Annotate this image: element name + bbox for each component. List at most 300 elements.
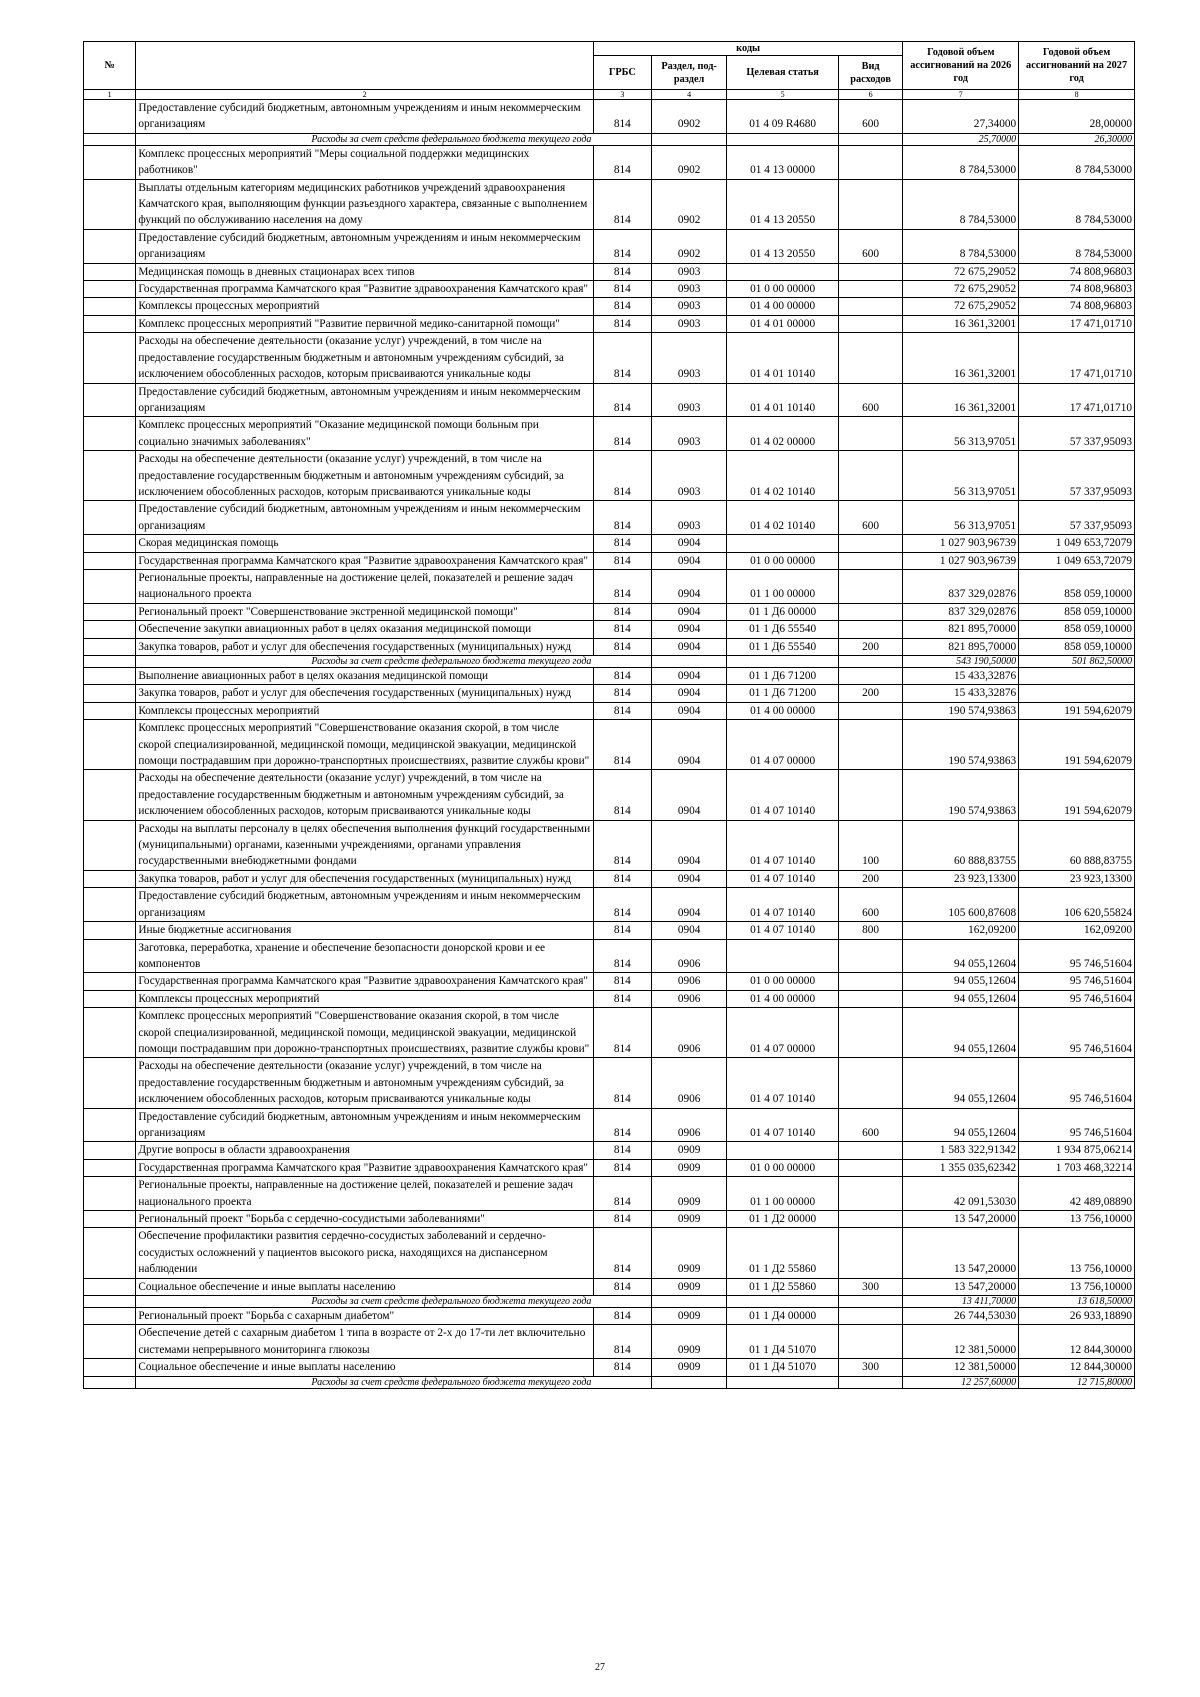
row-description: Расходы на обеспечение деятельности (оказание услуг) учреждений, в том числе на предоставление государственным бюджетным и автономным учреждениям субсидий, за исключением обособленных расходов, которым присваиваются уникальные коды — [136, 333, 594, 383]
row-number-cell — [84, 281, 136, 298]
row-description: Расходы на обеспечение деятельности (оказание услуг) учреждений, в том числе на предоставление государственным бюджетным и автономным учреждениям субсидий, за исключением обособленных расходов, которым присваиваются уникальные коды — [136, 451, 594, 501]
amount-2027-cell: 8 784,53000 — [1019, 229, 1135, 263]
table-row — [84, 179, 1135, 229]
section-cell — [651, 133, 727, 145]
row-number-cell — [84, 720, 136, 770]
amount-2027-cell: 42 489,08890 — [1019, 1177, 1135, 1211]
table-row — [84, 1159, 1135, 1176]
amount-2027-cell: 13 756,10000 — [1019, 1211, 1135, 1228]
amount-2027-cell: 501 862,50000 — [1019, 656, 1135, 668]
table-row — [84, 383, 1135, 417]
section-cell — [651, 1296, 727, 1308]
row-description: Закупка товаров, работ и услуг для обеспечения государственных (муниципальных) нужд — [136, 638, 594, 655]
target-cell: 01 1 Д6 00000 — [727, 603, 838, 620]
grbs-cell: 814 — [593, 229, 651, 263]
table-row — [84, 1108, 1135, 1142]
target-cell: 01 4 13 20550 — [727, 229, 838, 263]
row-number-cell — [84, 1211, 136, 1228]
table-row — [84, 535, 1135, 552]
row-number-cell — [84, 820, 136, 870]
table-row — [84, 263, 1135, 280]
section-cell: 0906 — [651, 1058, 727, 1108]
section-cell: 0904 — [651, 720, 727, 770]
table-row — [84, 1359, 1135, 1376]
kind-cell — [838, 133, 903, 145]
amount-2027-cell: 57 337,95093 — [1019, 451, 1135, 501]
amount-2026-cell: 837 329,02876 — [903, 603, 1019, 620]
row-description: Региональный проект "Борьба с сахарным диабетом" — [136, 1308, 594, 1325]
amount-2026-cell: 25,70000 — [903, 133, 1019, 145]
target-cell: 01 4 07 10140 — [727, 922, 838, 939]
section-cell: 0909 — [651, 1177, 727, 1211]
grbs-cell: 814 — [593, 100, 651, 134]
row-description: Закупка товаров, работ и услуг для обеспечения государственных (муниципальных) нужд — [136, 685, 594, 702]
kind-cell — [838, 973, 903, 990]
kind-cell: 600 — [838, 229, 903, 263]
amount-2026-cell: 26 744,53030 — [903, 1308, 1019, 1325]
section-cell: 0906 — [651, 939, 727, 973]
kind-cell — [838, 1008, 903, 1058]
amount-2026-cell: 27,34000 — [903, 100, 1019, 134]
kind-cell — [838, 1228, 903, 1278]
table-row — [84, 1308, 1135, 1325]
row-description: Расходы на обеспечение деятельности (оказание услуг) учреждений, в том числе на предоставление государственным бюджетным и автономным учреждениям субсидий, за исключением обособленных расходов, которым присваиваются уникальные коды — [136, 770, 594, 820]
row-number-cell — [84, 552, 136, 569]
amount-2027-cell: 13 756,10000 — [1019, 1278, 1135, 1295]
amount-2027-cell: 12 715,80000 — [1019, 1376, 1135, 1388]
row-description: Государственная программа Камчатского края "Развитие здравоохранения Камчатского края" — [136, 973, 594, 990]
table-row — [84, 501, 1135, 535]
table-row — [84, 603, 1135, 620]
amount-2026-cell: 12 381,50000 — [903, 1325, 1019, 1359]
row-number-cell — [84, 1359, 136, 1376]
grbs-cell: 814 — [593, 263, 651, 280]
section-cell: 0904 — [651, 870, 727, 887]
kind-cell — [838, 1296, 903, 1308]
kind-cell — [838, 668, 903, 685]
amount-2026-cell: 94 055,12604 — [903, 990, 1019, 1007]
kind-cell: 600 — [838, 888, 903, 922]
row-number-cell — [84, 133, 136, 145]
row-description: Расходы за счет средств федерального бюджета текущего года — [136, 1296, 594, 1308]
grbs-cell: 814 — [593, 1159, 651, 1176]
row-description: Комплекс процессных мероприятий "Развитие первичной медико-санитарной помощи" — [136, 315, 594, 332]
column-index-row — [84, 90, 1135, 100]
grbs-cell — [593, 656, 651, 668]
amount-2027-cell: 23 923,13300 — [1019, 870, 1135, 887]
row-description: Расходы за счет средств федерального бюджета текущего года — [136, 656, 594, 668]
row-number-cell — [84, 990, 136, 1007]
amount-2026-cell: 15 433,32876 — [903, 668, 1019, 685]
kind-cell: 300 — [838, 1359, 903, 1376]
kind-cell — [838, 1308, 903, 1325]
federal-funds-row — [84, 1296, 1135, 1308]
table-row — [84, 638, 1135, 655]
amount-2026-cell: 13 547,20000 — [903, 1278, 1019, 1295]
target-cell — [727, 939, 838, 973]
row-number-cell — [84, 1177, 136, 1211]
federal-funds-row — [84, 656, 1135, 668]
table-row — [84, 939, 1135, 973]
row-description: Комплекс процессных мероприятий "Меры социальной поддержки медицинских работников" — [136, 145, 594, 179]
row-number-cell — [84, 179, 136, 229]
row-number-cell — [84, 939, 136, 973]
header-2027: Годовой объем ассигнований на 2027 год — [1019, 42, 1135, 90]
column-index: 5 — [727, 90, 838, 100]
section-cell: 0906 — [651, 1008, 727, 1058]
section-cell: 0903 — [651, 451, 727, 501]
kind-cell: 600 — [838, 1108, 903, 1142]
amount-2027-cell: 13 756,10000 — [1019, 1228, 1135, 1278]
section-cell: 0909 — [651, 1278, 727, 1295]
row-number-cell — [84, 1228, 136, 1278]
section-cell: 0909 — [651, 1325, 727, 1359]
kind-cell — [838, 1159, 903, 1176]
kind-cell — [838, 263, 903, 280]
row-description: Заготовка, переработка, хранение и обеспечение безопасности донорской крови и ее компонентов — [136, 939, 594, 973]
header-section: Раздел, под-раздел — [651, 56, 727, 90]
section-cell: 0904 — [651, 702, 727, 719]
amount-2026-cell: 543 190,50000 — [903, 656, 1019, 668]
kind-cell: 100 — [838, 820, 903, 870]
row-number-cell — [84, 922, 136, 939]
row-description: Комплексы процессных мероприятий — [136, 298, 594, 315]
row-description: Региональный проект "Совершенствование экстренной медицинской помощи" — [136, 603, 594, 620]
kind-cell — [838, 1325, 903, 1359]
amount-2026-cell: 1 027 903,96739 — [903, 552, 1019, 569]
amount-2026-cell: 12 257,60000 — [903, 1376, 1019, 1388]
table-row — [84, 1142, 1135, 1159]
amount-2027-cell: 95 746,51604 — [1019, 1058, 1135, 1108]
row-number-cell — [84, 315, 136, 332]
target-cell: 01 0 00 00000 — [727, 1159, 838, 1176]
section-cell: 0909 — [651, 1211, 727, 1228]
grbs-cell — [593, 1296, 651, 1308]
row-description: Предоставление субсидий бюджетным, автономным учреждениям и иным некоммерческим организациям — [136, 501, 594, 535]
grbs-cell: 814 — [593, 1177, 651, 1211]
row-number-cell — [84, 1008, 136, 1058]
target-cell: 01 4 07 00000 — [727, 1008, 838, 1058]
kind-cell: 300 — [838, 1278, 903, 1295]
column-index: 3 — [593, 90, 651, 100]
amount-2026-cell: 105 600,87608 — [903, 888, 1019, 922]
amount-2027-cell: 95 746,51604 — [1019, 939, 1135, 973]
row-description: Предоставление субсидий бюджетным, автономным учреждениям и иным некоммерческим организациям — [136, 383, 594, 417]
row-number-cell — [84, 451, 136, 501]
row-number-cell — [84, 638, 136, 655]
kind-cell — [838, 720, 903, 770]
target-cell: 01 1 Д2 55860 — [727, 1278, 838, 1295]
row-description: Медицинская помощь в дневных стационарах всех типов — [136, 263, 594, 280]
amount-2027-cell: 858 059,10000 — [1019, 621, 1135, 638]
kind-cell: 200 — [838, 638, 903, 655]
grbs-cell: 814 — [593, 638, 651, 655]
amount-2026-cell: 162,09200 — [903, 922, 1019, 939]
kind-cell — [838, 569, 903, 603]
target-cell — [727, 656, 838, 668]
table-row — [84, 145, 1135, 179]
amount-2026-cell: 72 675,29052 — [903, 263, 1019, 280]
target-cell: 01 4 00 00000 — [727, 298, 838, 315]
amount-2026-cell: 94 055,12604 — [903, 1058, 1019, 1108]
table-row — [84, 702, 1135, 719]
amount-2026-cell: 15 433,32876 — [903, 685, 1019, 702]
kind-cell — [838, 535, 903, 552]
amount-2027-cell: 57 337,95093 — [1019, 417, 1135, 451]
grbs-cell: 814 — [593, 990, 651, 1007]
kind-cell — [838, 333, 903, 383]
table-row — [84, 552, 1135, 569]
amount-2027-cell: 57 337,95093 — [1019, 501, 1135, 535]
row-description: Скорая медицинская помощь — [136, 535, 594, 552]
grbs-cell: 814 — [593, 417, 651, 451]
section-cell: 0904 — [651, 922, 727, 939]
kind-cell — [838, 656, 903, 668]
grbs-cell: 814 — [593, 451, 651, 501]
amount-2026-cell: 821 895,70000 — [903, 621, 1019, 638]
grbs-cell: 814 — [593, 1211, 651, 1228]
grbs-cell: 814 — [593, 281, 651, 298]
amount-2026-cell: 13 411,70000 — [903, 1296, 1019, 1308]
row-number-cell — [84, 870, 136, 887]
amount-2026-cell: 8 784,53000 — [903, 145, 1019, 179]
target-cell: 01 1 Д4 51070 — [727, 1359, 838, 1376]
budget-table — [83, 41, 1135, 1389]
amount-2026-cell: 13 547,20000 — [903, 1211, 1019, 1228]
amount-2027-cell: 191 594,62079 — [1019, 770, 1135, 820]
section-cell: 0904 — [651, 888, 727, 922]
table-row — [84, 569, 1135, 603]
header-kind: Вид расходов — [838, 56, 903, 90]
row-number-cell — [84, 668, 136, 685]
kind-cell — [838, 939, 903, 973]
row-description: Иные бюджетные ассигнования — [136, 922, 594, 939]
grbs-cell: 814 — [593, 973, 651, 990]
amount-2027-cell: 1 049 653,72079 — [1019, 535, 1135, 552]
target-cell: 01 1 Д2 55860 — [727, 1228, 838, 1278]
section-cell: 0909 — [651, 1228, 727, 1278]
grbs-cell: 814 — [593, 501, 651, 535]
row-description: Региональные проекты, направленные на достижение целей, показателей и решение задач национального проекта — [136, 569, 594, 603]
amount-2027-cell: 17 471,01710 — [1019, 315, 1135, 332]
federal-funds-row — [84, 1376, 1135, 1388]
kind-cell — [838, 770, 903, 820]
section-cell: 0904 — [651, 638, 727, 655]
kind-cell — [838, 702, 903, 719]
amount-2026-cell: 8 784,53000 — [903, 179, 1019, 229]
column-index: 6 — [838, 90, 903, 100]
grbs-cell — [593, 133, 651, 145]
amount-2026-cell: 56 313,97051 — [903, 451, 1019, 501]
table-row — [84, 621, 1135, 638]
row-description: Предоставление субсидий бюджетным, автономным учреждениям и иным некоммерческим организациям — [136, 1108, 594, 1142]
amount-2027-cell: 26 933,18890 — [1019, 1308, 1135, 1325]
row-number-cell — [84, 1142, 136, 1159]
target-cell: 01 4 02 10140 — [727, 451, 838, 501]
amount-2027-cell: 8 784,53000 — [1019, 179, 1135, 229]
table-row — [84, 685, 1135, 702]
amount-2026-cell: 1 583 322,91342 — [903, 1142, 1019, 1159]
section-cell: 0906 — [651, 1108, 727, 1142]
grbs-cell — [593, 1376, 651, 1388]
kind-cell — [838, 315, 903, 332]
row-description: Закупка товаров, работ и услуг для обеспечения государственных (муниципальных) нужд — [136, 870, 594, 887]
row-description: Комплекс процессных мероприятий "Совершенствование оказания скорой, в том числе скорой специализированной, медицинской помощи, медицинской эвакуации, медицинской помощи пострадавшим при дорожно-транспортных происшествиях, развитие службы крови" — [136, 1008, 594, 1058]
target-cell: 01 4 07 10140 — [727, 1108, 838, 1142]
grbs-cell: 814 — [593, 383, 651, 417]
target-cell: 01 4 07 10140 — [727, 888, 838, 922]
row-description: Другие вопросы в области здравоохранения — [136, 1142, 594, 1159]
section-cell: 0906 — [651, 990, 727, 1007]
table-row — [84, 315, 1135, 332]
table-row — [84, 281, 1135, 298]
grbs-cell: 814 — [593, 1308, 651, 1325]
target-cell: 01 1 Д6 55540 — [727, 638, 838, 655]
section-cell: 0909 — [651, 1359, 727, 1376]
amount-2026-cell: 94 055,12604 — [903, 1108, 1019, 1142]
section-cell: 0903 — [651, 263, 727, 280]
row-description: Комплекс процессных мероприятий "Оказание медицинской помощи больным при социально значимых заболеваниях" — [136, 417, 594, 451]
table-row — [84, 922, 1135, 939]
kind-cell: 600 — [838, 100, 903, 134]
amount-2027-cell: 26,30000 — [1019, 133, 1135, 145]
row-number-cell — [84, 1376, 136, 1388]
header-name — [136, 42, 594, 90]
amount-2026-cell: 190 574,93863 — [903, 702, 1019, 719]
target-cell: 01 4 00 00000 — [727, 702, 838, 719]
table-row — [84, 1228, 1135, 1278]
amount-2026-cell: 8 784,53000 — [903, 229, 1019, 263]
grbs-cell: 814 — [593, 1108, 651, 1142]
row-description: Государственная программа Камчатского края "Развитие здравоохранения Камчатского края" — [136, 281, 594, 298]
grbs-cell: 814 — [593, 621, 651, 638]
amount-2027-cell: 858 059,10000 — [1019, 603, 1135, 620]
target-cell: 01 4 07 00000 — [727, 720, 838, 770]
amount-2027-cell: 162,09200 — [1019, 922, 1135, 939]
grbs-cell: 814 — [593, 702, 651, 719]
grbs-cell: 814 — [593, 770, 651, 820]
amount-2026-cell: 56 313,97051 — [903, 501, 1019, 535]
grbs-cell: 814 — [593, 922, 651, 939]
kind-cell — [838, 603, 903, 620]
section-cell: 0902 — [651, 179, 727, 229]
amount-2026-cell: 12 381,50000 — [903, 1359, 1019, 1376]
section-cell: 0903 — [651, 298, 727, 315]
grbs-cell: 814 — [593, 870, 651, 887]
column-index: 8 — [1019, 90, 1135, 100]
target-cell — [727, 1376, 838, 1388]
target-cell: 01 0 00 00000 — [727, 281, 838, 298]
amount-2027-cell: 1 049 653,72079 — [1019, 552, 1135, 569]
header-codes: коды — [593, 42, 903, 56]
budget-rows — [84, 100, 1135, 1389]
kind-cell — [838, 552, 903, 569]
row-description: Обеспечение закупки авиационных работ в целях оказания медицинской помощи — [136, 621, 594, 638]
target-cell: 01 4 13 20550 — [727, 179, 838, 229]
table-row — [84, 333, 1135, 383]
table-row — [84, 820, 1135, 870]
kind-cell — [838, 1177, 903, 1211]
amount-2026-cell: 190 574,93863 — [903, 770, 1019, 820]
amount-2026-cell: 16 361,32001 — [903, 333, 1019, 383]
grbs-cell: 814 — [593, 333, 651, 383]
section-cell: 0909 — [651, 1308, 727, 1325]
header-2026: Годовой объем ассигнований на 2026 год — [903, 42, 1019, 90]
grbs-cell: 814 — [593, 603, 651, 620]
grbs-cell: 814 — [593, 145, 651, 179]
row-description: Выполнение авиационных работ в целях оказания медицинской помощи — [136, 668, 594, 685]
row-number-cell — [84, 229, 136, 263]
grbs-cell: 814 — [593, 1325, 651, 1359]
row-number-cell — [84, 770, 136, 820]
grbs-cell: 814 — [593, 888, 651, 922]
table-row — [84, 100, 1135, 134]
target-cell — [727, 1296, 838, 1308]
grbs-cell: 814 — [593, 720, 651, 770]
amount-2026-cell: 42 091,53030 — [903, 1177, 1019, 1211]
kind-cell — [838, 417, 903, 451]
row-number-cell — [84, 100, 136, 134]
section-cell: 0903 — [651, 417, 727, 451]
row-number-cell — [84, 973, 136, 990]
row-number-cell — [84, 888, 136, 922]
section-cell: 0903 — [651, 501, 727, 535]
section-cell: 0904 — [651, 685, 727, 702]
header-number: № — [84, 42, 136, 90]
kind-cell: 600 — [838, 383, 903, 417]
row-number-cell — [84, 298, 136, 315]
row-number-cell — [84, 656, 136, 668]
target-cell: 01 1 Д4 51070 — [727, 1325, 838, 1359]
amount-2027-cell: 17 471,01710 — [1019, 383, 1135, 417]
table-row — [84, 298, 1135, 315]
grbs-cell: 814 — [593, 569, 651, 603]
section-cell: 0909 — [651, 1142, 727, 1159]
section-cell: 0903 — [651, 333, 727, 383]
column-index: 4 — [651, 90, 727, 100]
kind-cell — [838, 145, 903, 179]
header-grbs: ГРБС — [593, 56, 651, 90]
row-number-cell — [84, 621, 136, 638]
grbs-cell: 814 — [593, 315, 651, 332]
amount-2027-cell: 13 618,50000 — [1019, 1296, 1135, 1308]
row-number-cell — [84, 1058, 136, 1108]
table-row — [84, 720, 1135, 770]
amount-2026-cell: 16 361,32001 — [903, 383, 1019, 417]
target-cell: 01 4 07 10140 — [727, 820, 838, 870]
row-number-cell — [84, 685, 136, 702]
kind-cell — [838, 1376, 903, 1388]
kind-cell — [838, 990, 903, 1007]
amount-2027-cell: 60 888,83755 — [1019, 820, 1135, 870]
row-number-cell — [84, 145, 136, 179]
grbs-cell: 814 — [593, 179, 651, 229]
row-number-cell — [84, 417, 136, 451]
target-cell: 01 1 Д2 00000 — [727, 1211, 838, 1228]
amount-2026-cell: 1 355 035,62342 — [903, 1159, 1019, 1176]
row-description: Расходы на выплаты персоналу в целях обеспечения выполнения функций государственными (муниципальными) органами, казенными учреждениями, органами управления государственными внебюджетными фондами — [136, 820, 594, 870]
table-row — [84, 451, 1135, 501]
amount-2027-cell: 858 059,10000 — [1019, 638, 1135, 655]
kind-cell — [838, 451, 903, 501]
kind-cell: 200 — [838, 685, 903, 702]
row-description: Предоставление субсидий бюджетным, автономным учреждениям и иным некоммерческим организациям — [136, 100, 594, 134]
section-cell: 0904 — [651, 820, 727, 870]
amount-2026-cell: 60 888,83755 — [903, 820, 1019, 870]
target-cell: 01 4 00 00000 — [727, 990, 838, 1007]
target-cell: 01 1 00 00000 — [727, 569, 838, 603]
target-cell: 01 1 Д6 71200 — [727, 668, 838, 685]
